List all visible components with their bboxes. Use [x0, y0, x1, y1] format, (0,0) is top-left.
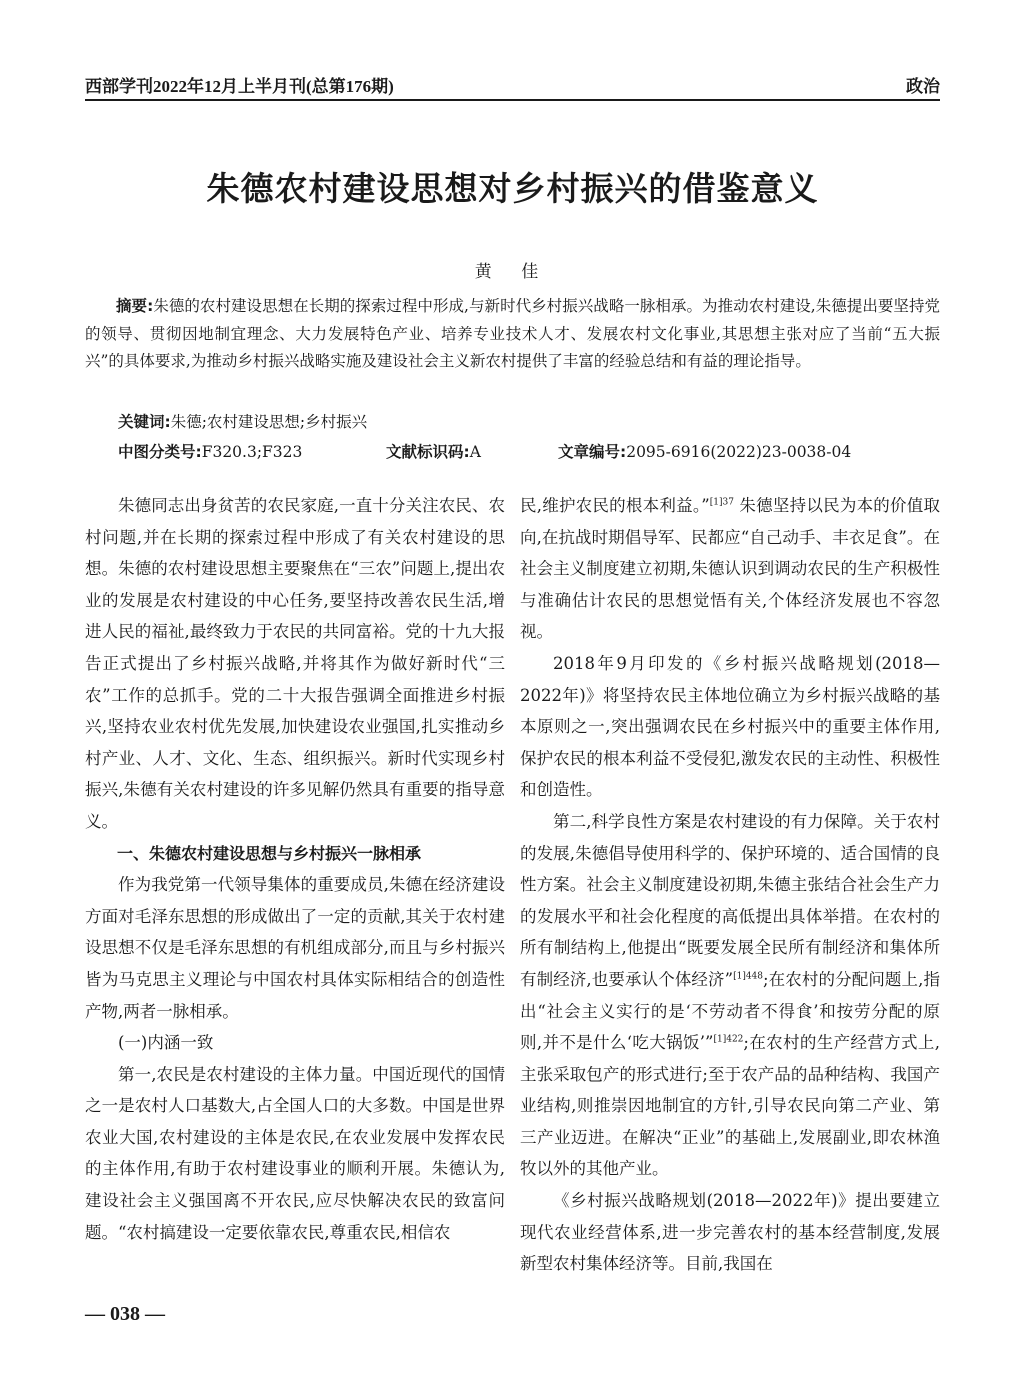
- art-label: 文章编号:: [558, 443, 627, 461]
- section-heading: 一、朱德农村建设思想与乡村振兴一脉相承: [117, 843, 422, 863]
- text-run: 朱德坚持以民为本的价值取向,在抗战时期倡导军、民都应“自己动手、丰衣足食”。在社会主义制度建立初期,朱德认识到调动农民的生产积极性与准确估计农民的思想觉悟有关,个体经济发展也不容忽视。: [520, 496, 941, 642]
- body-paragraph: 《乡村振兴战略规划(2018—2022年)》提出要建立现代农业经营体系,进一步完善农村的基本经营制度,发展新型农村集体经济等。目前,我国在: [520, 1191, 940, 1274]
- article-title: 朱德农村建设思想对乡村振兴的借鉴意义: [206, 169, 819, 208]
- journal-issue: 西部学刊2022年12月上半月刊(总第176期): [85, 77, 394, 96]
- body-paragraph-continued: [520, 490, 940, 648]
- article-number: [558, 440, 851, 462]
- section-name: 政治: [906, 77, 940, 97]
- text-run: 第二,科学良性方案是农村建设的有力保障。关于农村的发展,朱德倡导使用科学的、保护环境的、适合国情的良性方案。社会主义制度建设初期,朱德主张结合社会生产力的发展水平和社会化程度的高低提出具体举措。在农村的所有制结构上,他提出“既要发展全民所有制经济和集体所有制经济,也要承认个体经济”: [520, 811, 940, 989]
- text-run: 民,维护农民的根本利益。”: [520, 496, 710, 515]
- clc-label: 中图分类号:: [118, 443, 202, 461]
- left-column: [85, 490, 505, 1248]
- clc-value: F320.3;F323: [201, 443, 303, 461]
- keywords-text: 朱德;农村建设思想;乡村振兴: [170, 413, 368, 431]
- classification-line: [118, 440, 918, 464]
- doc-label: 文献标识码:: [386, 443, 470, 461]
- keywords: [118, 410, 367, 432]
- document-code: [386, 440, 481, 462]
- citation: [1]37: [709, 497, 734, 508]
- text-run: ;在农村的生产经营方式上,主张采取包产的形式进行;至于农产品的品种结构、我国产业结构,则推崇因地制宜的方针,引导农民向第二产业、第三产业迈进。在解决“正业”的基础上,发展副业,即农林渔牧以外的其他产业。: [520, 1033, 940, 1179]
- abstract-label: 摘要:: [116, 297, 154, 315]
- body-paragraph: 第一,农民是农村建设的主体力量。中国近现代的国情之一是农村人口基数大,占全国人口的大多数。中国是世界农业大国,农村建设的主体是农民,在农业发展中发挥农民的主体作用,有助于农村建设事业的顺利开展。朱德认为,建设社会主义强国离不开农民,应尽快解决农民的致富问题。“农村搞建设一定要依靠农民,尊重农民,相信农: [85, 1064, 505, 1242]
- doc-value: A: [469, 443, 481, 461]
- right-column: [520, 490, 940, 1280]
- running-header: [85, 72, 940, 98]
- abstract-text: 朱德的农村建设思想在长期的探索过程中形成,与新时代乡村振兴战略一脉相承。为推动农村建设,朱德提出要坚持党的领导、贯彻因地制宜理念、大力发展特色产业、培养专业技术人才、发展农村文化事业,其思想主张对应了当前“五大振兴”的具体要求,为推动乡村振兴战略实施及建设社会主义新农村提供了丰富的经验总结和有益的理论指导。: [85, 297, 941, 370]
- abstract: [85, 293, 940, 376]
- text-run: ;在农村的分配问题上,指出“社会主义实行的是‘不劳动者不得食’和按劳分配的原则,并不是什么‘吃大锅饭’”: [520, 969, 940, 1053]
- clc-number: [118, 440, 302, 462]
- body-paragraph: 2018年9月印发的《乡村振兴战略规划(2018—2022年)》将坚持农民主体地位确立为乡村振兴战略的基本原则之一,突出强调农民在乡村振兴中的重要主体作用,保护农民的根本利益不受侵犯,激发农民的主动性、积极性和创造性。: [520, 653, 940, 800]
- citation: [1]422: [713, 1034, 744, 1045]
- subsection-heading: (一)内涵一致: [118, 1033, 214, 1053]
- citation: [1]448: [733, 971, 764, 982]
- body-paragraph: 作为我党第一代领导集体的重要成员,朱德在经济建设方面对毛泽东思想的形成做出了一定的贡献,其关于农村建设思想不仅是毛泽东思想的有机组成部分,而且与乡村振兴皆为马克思主义理论与中国农村具体实际相结合的创造性产物,两者一脉相承。: [85, 875, 505, 1021]
- art-value: 2095-6916(2022)23-0038-04: [626, 443, 852, 461]
- body-paragraph: [520, 806, 940, 1185]
- author-name: 黄 佳: [474, 262, 551, 282]
- keywords-label: 关键词:: [118, 413, 171, 431]
- page-number: — 038 —: [85, 1303, 165, 1325]
- body-paragraph: 朱德同志出身贫苦的农民家庭,一直十分关注农民、农村问题,并在长期的探索过程中形成了有关农村建设的思想。朱德的农村建设思想主要聚焦在“三农”问题上,提出农业的发展是农村建设的中心任务,要坚持改善农民生活,增进人民的福祉,最终致力于农民的共同富裕。党的十九大报告正式提出了乡村振兴战略,并将其作为做好新时代“三农”工作的总抓手。党的二十大报告强调全面推进乡村振兴,坚持农业农村优先发展,加快建设农业强国,扎实推动乡村产业、人才、文化、生态、组织振兴。新时代实现乡村振兴,朱德有关农村建设的许多见解仍然具有重要的指导意义。: [85, 496, 505, 831]
- header-divider: [85, 99, 940, 101]
